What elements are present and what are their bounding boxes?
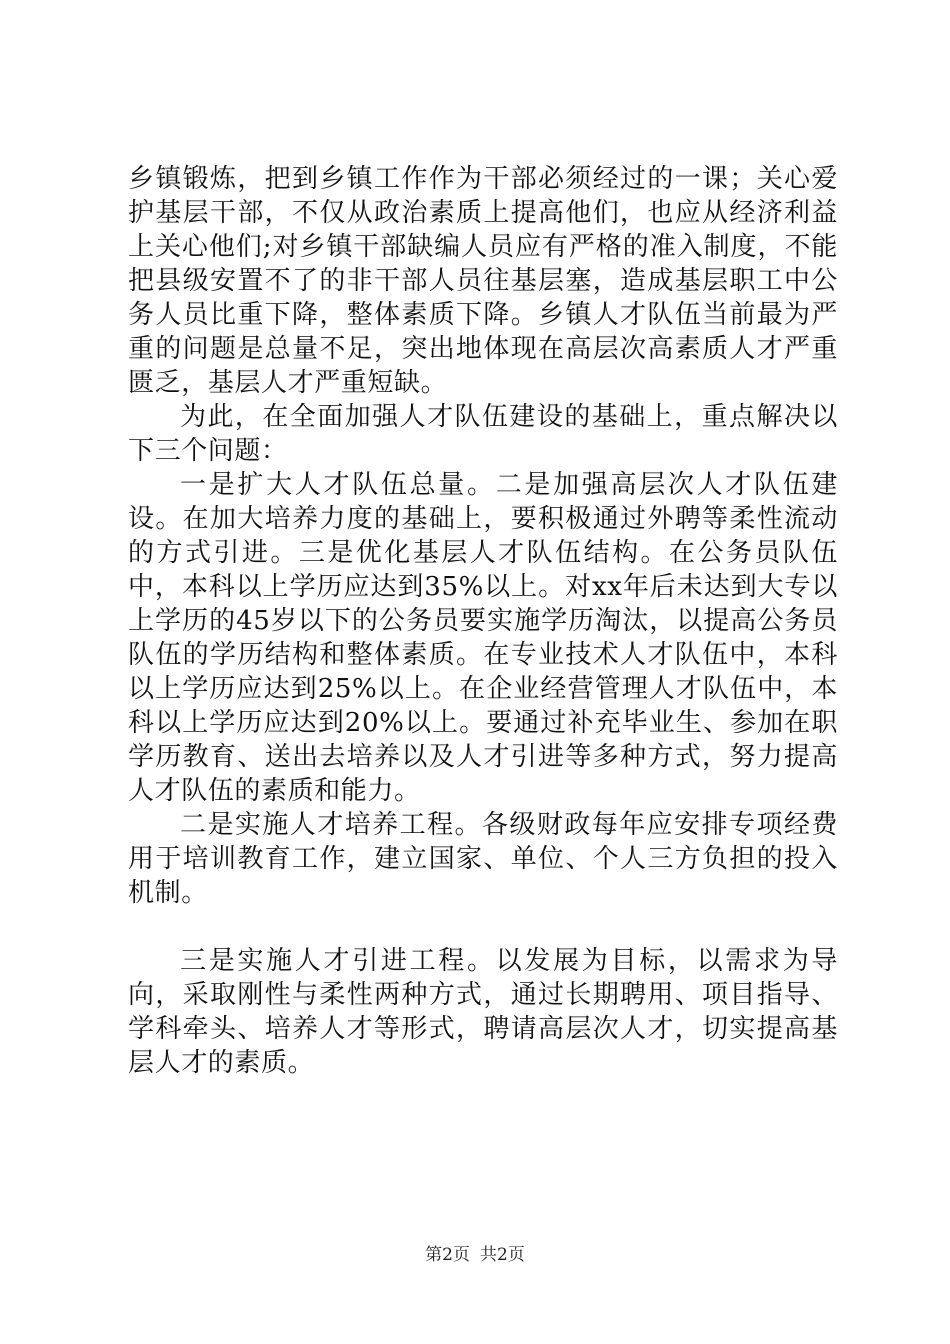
page-footer [0, 1244, 950, 1266]
page-total: 共2页 [480, 1245, 525, 1265]
document-body [128, 162, 838, 1080]
paragraph-point-one: 一是扩大人才队伍总量。二是加强高层次人才队伍建设。在加大培养力度的基础上，要积极通过外聘等柔性流动的方式引进。三是优化基层人才队伍结构。在公务员队伍中，本科以上学历应达到35%以上。对xx年后未达到大专以上学历的45岁以下的公务员要实施学历淘汰，以提高公务员队伍的学历结构和整体素质。在专业技术人才队伍中，本科以上学历应达到25%以上。在企业经营管理人才队伍中，本科以上学历应达到20%以上。要通过补充毕业生、参加在职学历教育、送出去培养以及人才引进等多种方式，努力提高人才队伍的素质和能力。 [128, 470, 838, 806]
paragraph-point-three: 三是实施人才引进工程。以发展为目标，以需求为导向，采取刚性与柔性两种方式，通过长期聘用、项目指导、学科牵头、培养人才等形式，聘请高层次人才，切实提高基层人才的素质。 [128, 946, 838, 1078]
paragraph-intro: 为此，在全面加强人才队伍建设的基础上，重点解决以下三个问题： [128, 402, 838, 466]
page-number: 第2页 [425, 1245, 470, 1265]
paragraph-continuation: 乡镇锻炼，把到乡镇工作作为干部必须经过的一课；关心爱护基层干部，不仅从政治素质上提高他们，也应从经济利益上关心他们;对乡镇干部缺编人员应有严格的准入制度，不能把县级安置不了的非干部人员往基层塞，造成基层职工中公务人员比重下降，整体素质下降。乡镇人才队伍当前最为严重的问题是总量不足，突出地体现在高层次高素质人才严重匮乏，基层人才严重短缺。 [128, 164, 838, 398]
paragraph-point-two: 二是实施人才培养工程。各级财政每年应安排专项经费用于培训教育工作，建立国家、单位、个人三方负担的投入机制。 [128, 810, 838, 908]
